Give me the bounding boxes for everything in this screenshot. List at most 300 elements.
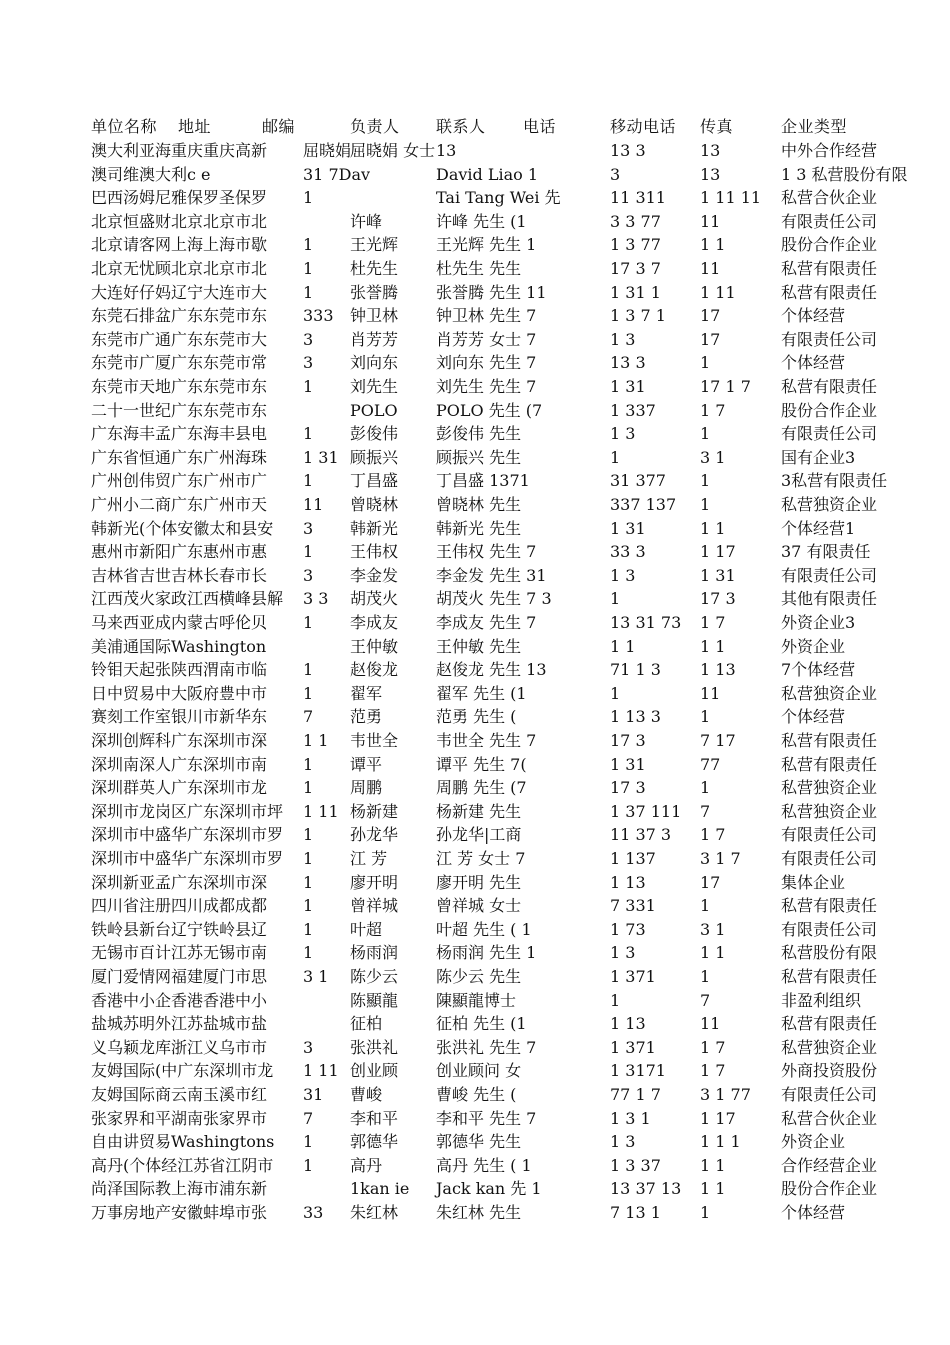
cell-unit-address: 深圳市中盛华广东深圳市罗 (91, 849, 284, 868)
cell-unit-address: 义乌颖龙库浙江义乌市市 (91, 1037, 268, 1057)
cell-postcode: 1 (303, 1155, 314, 1175)
cell-principal: 郭德华 (350, 1132, 399, 1152)
table-row (0, 611, 950, 635)
cell-company-type: 个体经营 (781, 1203, 846, 1222)
cell-company-type: 私营独资企业 (781, 495, 878, 514)
table-row (0, 1154, 950, 1178)
cell-mobile: 1 31 (610, 754, 646, 774)
cell-fax: 1 (700, 471, 711, 491)
cell-unit-address: 北京无忧顾北京北京市北 (91, 259, 268, 278)
cell-principal: 李和平 (350, 1108, 399, 1128)
cell-mobile: 11 37 3 (610, 825, 672, 845)
cell-principal: 胡茂火 (350, 589, 399, 609)
cell-contact: 张誉腾 先生 11 (436, 282, 547, 302)
cell-mobile: 17 3 (610, 778, 646, 798)
cell-postcode: 1 (303, 613, 314, 632)
cell-mobile: 1 (610, 589, 621, 609)
cell-unit-address: 二十一世纪广东东莞市东 (91, 400, 268, 420)
cell-principal: 朱红林 (350, 1203, 399, 1222)
cell-unit-address: 广东海丰孟广东海丰县电 (91, 424, 268, 444)
cell-postcode: 1 (303, 778, 314, 798)
cell-principal: 杨雨润 (350, 943, 399, 963)
cell-unit-address: 东莞市天地广东东莞市东 (91, 377, 268, 396)
cell-fax: 1 (700, 707, 711, 727)
cell-fax: 1 7 (700, 613, 726, 632)
table-row (0, 517, 950, 541)
cell-contact: 杨雨润 先生 1 (436, 943, 537, 963)
cell-mobile: 71 1 3 (610, 660, 661, 680)
cell-company-type: 外资企业3 (781, 613, 856, 632)
cell-company-type: 私营有限责任 (781, 282, 878, 302)
cell-postcode: 1 1 (303, 731, 329, 750)
cell-contact: 周鹏 先生 (7 (436, 778, 527, 798)
cell-postcode: 1 (303, 377, 314, 396)
cell-contact: 谭平 先生 7( (436, 754, 527, 774)
cell-fax: 1 (700, 353, 711, 373)
cell-postcode: 11 (303, 495, 324, 514)
cell-unit-address: 马来西亚成内蒙古呼伦贝 (91, 613, 268, 632)
cell-principal: 曹峻 (350, 1085, 383, 1104)
cell-mobile: 1 31 (610, 518, 646, 538)
cell-fax: 17 (700, 306, 721, 326)
cell-principal: 张洪礼 (350, 1037, 399, 1057)
header-cell-principal: 负责人 (350, 117, 400, 136)
cell-postcode: 3 (303, 329, 314, 349)
cell-unit-address: 江西茂火家政江西横峰县解 (91, 589, 284, 609)
cell-mobile: 13 3 (610, 353, 646, 373)
cell-postcode: 1 (303, 683, 314, 703)
cell-unit-address: 盐城苏明外江苏盐城市盐 (91, 1014, 268, 1034)
table-row (0, 540, 950, 564)
cell-company-type: 股份合作企业 (781, 400, 878, 420)
cell-fax: 1 1 (700, 1155, 726, 1175)
header-cell-unit-name: 单位名称 (91, 117, 158, 136)
cell-company-type: 有限责任公司 (781, 211, 878, 231)
cell-company-type: 其他有限责任 (781, 589, 878, 609)
cell-unit-address: 北京请客网上海上海市歇 (91, 235, 268, 255)
table-row (0, 753, 950, 777)
cell-mobile: 1 (610, 683, 621, 703)
header-cell-fax: 传真 (700, 117, 734, 136)
cell-unit-address: 惠州市新阳广东惠州市惠 (91, 542, 268, 562)
cell-company-type: 有限责任公司 (781, 825, 878, 845)
cell-principal: 翟军 (350, 683, 383, 703)
cell-fax: 1 7 (700, 825, 726, 845)
cell-unit-address: 深圳南深人广东深圳市南 (91, 754, 268, 774)
cell-contact: 肖芳芳 女士 7 (436, 329, 537, 349)
cell-company-type: 私营有限责任 (781, 896, 878, 916)
header-cell-postcode: 邮编 (262, 117, 296, 136)
cell-mobile: 7 13 1 (610, 1203, 661, 1222)
cell-postcode: 333 (303, 306, 334, 326)
cell-postcode: 1 (303, 1132, 314, 1152)
cell-unit-address: 广州创伟贸广东广州市广 (91, 471, 268, 491)
cell-principal: 1kan ie (350, 1179, 410, 1199)
cell-mobile: 13 3 (610, 141, 646, 160)
cell-unit-address: 广东省恒通广东广州海珠 (91, 447, 268, 467)
cell-contact: 杨新建 先生 (436, 801, 522, 821)
cell-company-type: 私营股份有限 (781, 943, 878, 963)
cell-mobile: 1 13 (610, 872, 646, 892)
cell-contact: David Liao 1 (436, 164, 539, 184)
cell-fax: 1 11 11 (700, 188, 762, 208)
cell-contact: 翟军 先生 (1 (436, 683, 527, 703)
cell-unit-address: 大连好仔妈辽宁大连市大 (91, 282, 268, 302)
cell-unit-address: 美浦通国际Washington (91, 636, 267, 656)
cell-company-type: 私营有限责任 (781, 377, 878, 396)
table-row (0, 1177, 950, 1201)
cell-contact: 刘先生 先生 7 (436, 377, 537, 396)
cell-postcode: 7 (303, 707, 314, 727)
cell-contact: 王光辉 先生 1 (436, 235, 537, 255)
cell-principal: 刘先生 (350, 377, 399, 396)
cell-fax: 7 (700, 990, 711, 1010)
cell-mobile: 1 37 111 (610, 801, 682, 821)
cell-mobile: 1 73 (610, 919, 646, 939)
cell-contact: 张洪礼 先生 7 (436, 1037, 537, 1057)
cell-mobile: 1 3 1 (610, 1108, 651, 1128)
cell-postcode: 3 (303, 565, 314, 585)
cell-fax: 1 (700, 1203, 711, 1222)
cell-fax: 11 (700, 259, 721, 278)
cell-mobile: 1 3 7 1 (610, 306, 666, 326)
cell-contact: 高丹 先生 ( 1 (436, 1155, 532, 1175)
cell-principal: 江 芳 (350, 849, 388, 868)
cell-unit-address: 东莞市广厦广东东莞市常 (91, 353, 268, 373)
cell-unit-address: 万事房地产安徽蚌埠市张 (91, 1203, 268, 1222)
cell-contact: 李和平 先生 7 (436, 1108, 537, 1128)
cell-fax: 17 3 (700, 589, 736, 609)
cell-contact: 李成友 先生 7 (436, 613, 537, 632)
cell-contact: Tai Tang Wei 先 (436, 188, 561, 208)
cell-company-type: 1 3 私营股份有限 (781, 164, 908, 184)
cell-principal: 张誉腾 (350, 282, 399, 302)
cell-unit-address: 香港中小企香港香港中小 (91, 990, 268, 1010)
table-row (0, 682, 950, 706)
cell-fax: 3 1 (700, 447, 726, 467)
cell-postcode: 3 1 (303, 967, 329, 986)
cell-fax: 11 (700, 211, 721, 231)
table-row (0, 1130, 950, 1154)
cell-postcode: 1 (303, 825, 314, 845)
cell-company-type: 有限责任公司 (781, 1085, 878, 1104)
cell-contact: 赵俊龙 先生 13 (436, 660, 547, 680)
cell-fax: 1 (700, 424, 711, 444)
table-row (0, 399, 950, 423)
cell-unit-address: 东莞石排盆广东东莞市东 (91, 306, 268, 326)
cell-postcode: 33 (303, 1203, 324, 1222)
cell-company-type: 私营独资企业 (781, 778, 878, 798)
cell-fax: 1 1 (700, 235, 726, 255)
table-row (0, 375, 950, 399)
cell-company-type: 股份合作企业 (781, 235, 878, 255)
cell-company-type: 外资企业 (781, 636, 846, 656)
cell-postcode: 1 (303, 754, 314, 774)
cell-contact: 创业顾问 女 (436, 1061, 522, 1081)
cell-mobile: 1 3 (610, 943, 636, 963)
cell-fax: 11 (700, 683, 721, 703)
cell-fax: 17 (700, 872, 721, 892)
cell-postcode: 1 31 (303, 447, 339, 467)
cell-company-type: 集体企业 (781, 872, 846, 892)
table-row (0, 941, 950, 965)
cell-mobile: 1 3171 (610, 1061, 666, 1081)
table-row (0, 847, 950, 871)
table-row (0, 587, 950, 611)
cell-fax: 1 (700, 778, 711, 798)
cell-unit-address: 深圳新亚孟广东深圳市深 (91, 872, 268, 892)
table-row (0, 823, 950, 847)
cell-unit-address: 北京恒盛财北京北京市北 (91, 211, 268, 231)
cell-principal: 李金发 (350, 565, 399, 585)
cell-contact: 王仲敏 先生 (436, 636, 522, 656)
cell-fax: 3 1 7 (700, 849, 741, 868)
cell-postcode: 1 (303, 660, 314, 680)
cell-mobile: 33 3 (610, 542, 646, 562)
cell-principal: 创业顾 (350, 1061, 399, 1081)
cell-unit-address: 韩新光(个体安徽太和县安 (91, 518, 274, 538)
cell-company-type: 合作经营企业 (781, 1155, 878, 1175)
cell-postcode: 1 (303, 471, 314, 491)
cell-company-type: 7个体经营 (781, 660, 856, 680)
cell-principal: 廖开明 (350, 872, 399, 892)
cell-postcode: 7 (303, 1108, 314, 1128)
cell-fax: 1 1 (700, 518, 726, 538)
table-row (0, 304, 950, 328)
cell-principal: 曾祥城 (350, 896, 399, 916)
cell-postcode: 1 (303, 896, 314, 916)
cell-mobile: 17 3 7 (610, 259, 661, 278)
cell-mobile: 1 3 (610, 1132, 636, 1152)
cell-company-type: 37 有限责任 (781, 542, 871, 562)
cell-company-type: 有限责任公司 (781, 565, 878, 585)
cell-company-type: 外资企业 (781, 1132, 846, 1152)
cell-fax: 1 1 (700, 636, 726, 656)
cell-contact: Jack kan 先 1 (436, 1179, 542, 1199)
cell-principal: 赵俊龙 (350, 660, 399, 680)
cell-mobile: 337 137 (610, 495, 677, 514)
cell-mobile: 77 1 7 (610, 1085, 661, 1104)
cell-postcode: 1 (303, 872, 314, 892)
table-row (0, 163, 950, 187)
cell-company-type: 非盈利组织 (781, 990, 862, 1010)
cell-contact: 叶超 先生 ( 1 (436, 919, 532, 939)
cell-fax: 1 31 (700, 565, 736, 585)
cell-contact: POLO 先生 (7 (436, 400, 543, 420)
cell-principal: 韩新光 (350, 518, 399, 538)
cell-company-type: 私营独资企业 (781, 801, 878, 821)
cell-unit-address: 友姆国际商云南玉溪市红 (91, 1085, 268, 1104)
cell-unit-address: 深圳创辉科广东深圳市深 (91, 731, 268, 750)
cell-mobile: 1 371 (610, 967, 656, 986)
cell-contact: 廖开明 先生 (436, 872, 522, 892)
cell-contact: 韦世全 先生 7 (436, 731, 537, 750)
cell-principal: 曾晓林 (350, 495, 399, 514)
cell-principal: 陈顯龍 (350, 990, 399, 1010)
header-cell-company-type: 企业类型 (781, 117, 848, 136)
cell-company-type: 私营有限责任 (781, 259, 878, 278)
cell-postcode: 1 (303, 849, 314, 868)
cell-contact: 范勇 先生 ( (436, 707, 517, 727)
header-cell-address: 地址 (178, 117, 212, 136)
cell-postcode: 1 (303, 919, 314, 939)
cell-postcode: 1 (303, 424, 314, 444)
cell-unit-address: 日中贸易中大阪府豊中市 (91, 683, 268, 703)
cell-fax: 17 1 7 (700, 377, 751, 396)
cell-postcode: 1 (303, 188, 314, 208)
cell-unit-address: 深圳市中盛华广东深圳市罗 (91, 825, 284, 845)
cell-mobile: 3 (610, 164, 621, 184)
cell-contact: 孙龙华|工商 (436, 825, 522, 845)
cell-mobile: 1 (610, 447, 621, 467)
table-row (0, 918, 950, 942)
cell-contact: 许峰 先生 (1 (436, 211, 527, 231)
table-row (0, 186, 950, 210)
cell-mobile: 1 1 (610, 636, 636, 656)
cell-unit-address: 巴西汤姆尼雅保罗圣保罗 (91, 188, 268, 208)
cell-principal: 钟卫林 (350, 306, 399, 326)
cell-mobile: 1 31 (610, 377, 646, 396)
cell-unit-address: 张家界和平湖南张家界市 (91, 1108, 268, 1128)
table-row (0, 776, 950, 800)
cell-contact: 陈少云 先生 (436, 967, 522, 986)
cell-contact: 朱红林 先生 (436, 1203, 522, 1222)
cell-fax: 1 11 (700, 282, 736, 302)
cell-unit-address: 赛刻工作室银川市新华东 (91, 707, 268, 727)
cell-principal: 丁昌盛 (350, 471, 399, 491)
cell-company-type: 私营有限责任 (781, 1014, 878, 1034)
cell-principal: 杨新建 (350, 801, 399, 821)
cell-principal: 王伟权 (350, 542, 399, 562)
cell-mobile: 1 3 (610, 424, 636, 444)
table-row (0, 328, 950, 352)
cell-fax: 1 (700, 495, 711, 514)
cell-principal: 杜先生 (350, 259, 399, 278)
cell-contact: 郭德华 先生 (436, 1132, 522, 1152)
table-row (0, 800, 950, 824)
table-row (0, 871, 950, 895)
cell-contact: 顾振兴 先生 (436, 447, 522, 467)
cell-mobile: 3 3 77 (610, 211, 661, 231)
cell-principal: 高丹 (350, 1155, 383, 1175)
table-row (0, 658, 950, 682)
cell-principal: 韦世全 (350, 731, 399, 750)
table-row (0, 729, 950, 753)
cell-contact: 陳顯龍博士 (436, 990, 517, 1010)
cell-company-type: 个体经营 (781, 707, 846, 727)
table-row (0, 894, 950, 918)
cell-company-type: 私营有限责任 (781, 967, 878, 986)
cell-postcode: 1 11 (303, 1061, 339, 1081)
cell-principal: 征柏 (350, 1014, 383, 1034)
cell-company-type: 私营合伙企业 (781, 1108, 878, 1128)
cell-mobile: 1 13 3 (610, 707, 661, 727)
table-row (0, 139, 950, 163)
cell-unit-address: 广州小二商广东广州市天 (91, 495, 268, 514)
cell-postcode: 1 11 (303, 801, 339, 821)
cell-company-type: 外商投资股份 (781, 1061, 878, 1081)
cell-unit-address: 铁岭县新台辽宁铁岭县辽 (91, 919, 268, 939)
cell-principal: 彭俊伟 (350, 424, 399, 444)
cell-postcode: 3 (303, 353, 314, 373)
cell-postcode: 1 (303, 235, 314, 255)
cell-mobile: 1 (610, 990, 621, 1010)
cell-unit-address: 友姆国际(中广东深圳市龙 (91, 1061, 274, 1081)
cell-fax: 17 (700, 329, 721, 349)
cell-fax: 1 1 (700, 943, 726, 963)
cell-unit-address: 厦门爱情网福建厦门市思 (91, 967, 268, 986)
cell-contact: 李金发 先生 31 (436, 565, 547, 585)
cell-mobile: 13 31 73 (610, 613, 682, 632)
cell-fax: 13 (700, 164, 721, 184)
table-row (0, 1201, 950, 1225)
cell-postcode: 1 (303, 943, 314, 963)
cell-mobile: 11 311 (610, 188, 666, 208)
cell-fax: 3 1 77 (700, 1085, 751, 1104)
cell-postcode: 屈晓娟 (303, 141, 352, 160)
cell-postcode: 1 (303, 282, 314, 302)
cell-unit-address: 澳司维澳大利c e (91, 164, 211, 184)
cell-contact: 杜先生 先生 (436, 259, 522, 278)
cell-fax: 1 1 (700, 1179, 726, 1199)
cell-company-type: 个体经营1 (781, 518, 856, 538)
cell-company-type: 股份合作企业 (781, 1179, 878, 1199)
cell-unit-address: 东莞市广通广东东莞市大 (91, 329, 268, 349)
table-row (0, 1012, 950, 1036)
cell-postcode: 1 (303, 259, 314, 278)
cell-company-type: 个体经营 (781, 353, 846, 373)
cell-fax: 13 (700, 141, 721, 160)
table-row (0, 1036, 950, 1060)
cell-mobile: 17 3 (610, 731, 646, 750)
cell-company-type: 有限责任公司 (781, 329, 878, 349)
table-row (0, 257, 950, 281)
cell-mobile: 7 331 (610, 896, 656, 916)
cell-contact: 13 (436, 141, 457, 160)
cell-contact: 彭俊伟 先生 (436, 424, 522, 444)
cell-mobile: 1 3 37 (610, 1155, 661, 1175)
table-row (0, 233, 950, 257)
cell-postcode: 31 7Dav (303, 164, 371, 184)
cell-principal: 王光辉 (350, 235, 399, 255)
cell-fax: 1 17 (700, 542, 736, 562)
table-row (0, 281, 950, 305)
cell-principal: 肖芳芳 (350, 329, 399, 349)
cell-fax: 1 17 (700, 1108, 736, 1128)
cell-principal: 李成友 (350, 613, 399, 632)
cell-unit-address: 澳大利亚海重庆重庆高新 (91, 141, 268, 160)
cell-contact: 胡茂火 先生 7 3 (436, 589, 552, 609)
cell-principal: 许峰 (350, 211, 383, 231)
cell-contact: 王伟权 先生 7 (436, 542, 537, 562)
cell-company-type: 有限责任公司 (781, 424, 878, 444)
cell-mobile: 1 137 (610, 849, 656, 868)
table-row (0, 351, 950, 375)
table-row (0, 564, 950, 588)
cell-postcode: 31 (303, 1085, 324, 1104)
cell-fax: 77 (700, 754, 721, 774)
table-row (0, 422, 950, 446)
cell-postcode: 3 (303, 1037, 314, 1057)
cell-fax: 1 7 (700, 1037, 726, 1057)
cell-mobile: 1 3 77 (610, 235, 661, 255)
cell-fax: 1 1 1 (700, 1132, 741, 1152)
header-cell-contact: 联系人 (436, 117, 486, 136)
cell-mobile: 1 31 1 (610, 282, 661, 302)
cell-principal: 刘向东 (350, 353, 399, 373)
table-row (0, 446, 950, 470)
cell-principal: 叶超 (350, 919, 383, 939)
